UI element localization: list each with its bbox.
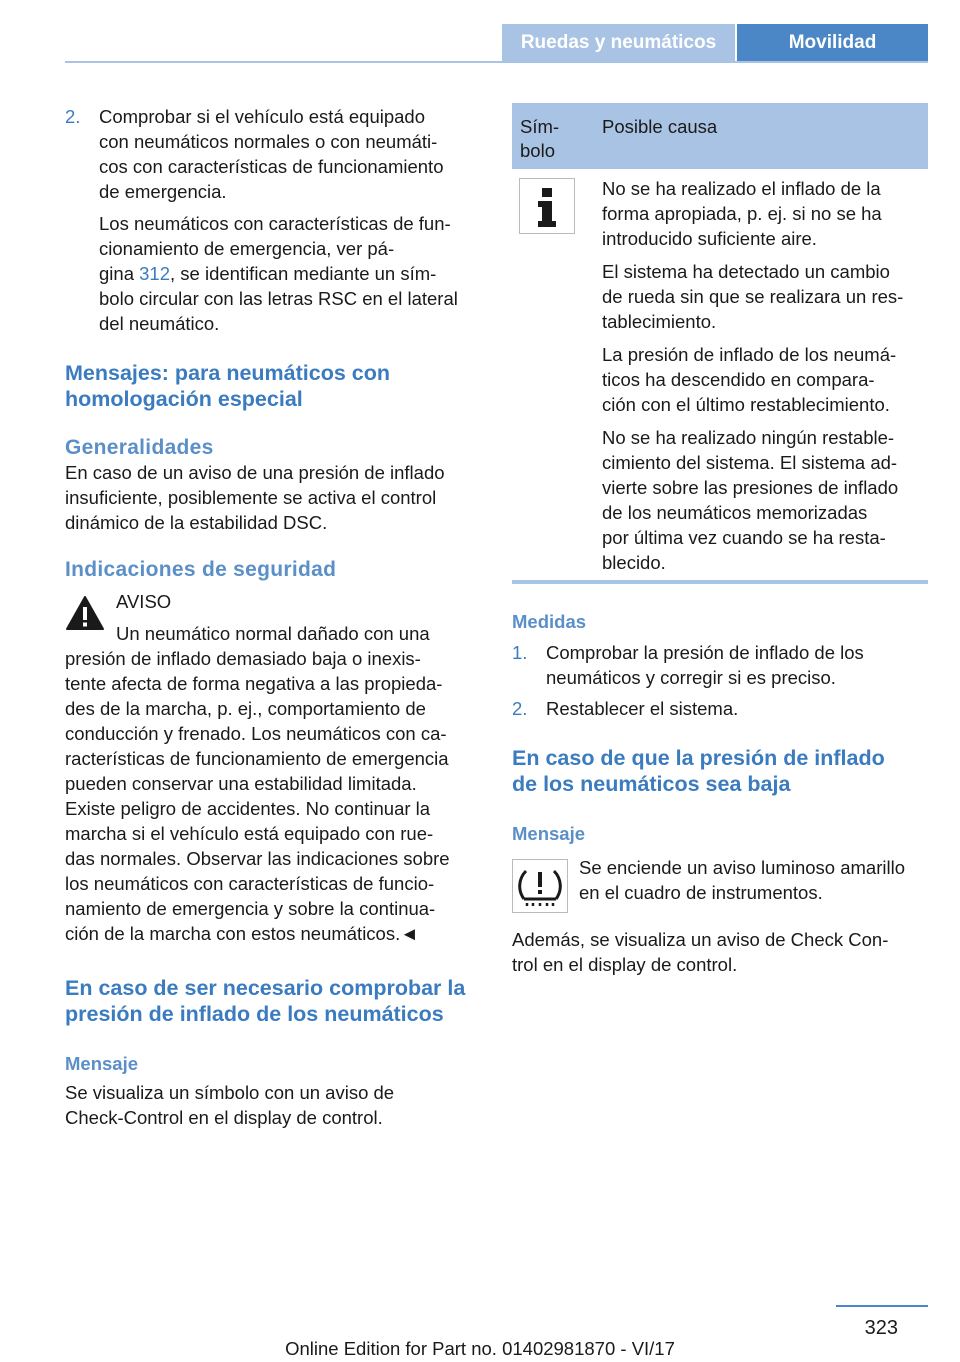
warning-triangle-icon <box>65 595 105 631</box>
aviso-line: ción de la marcha con estos neumáticos.◄ <box>65 923 419 944</box>
cause-item <box>602 176 928 251</box>
info-icon <box>519 178 575 234</box>
aviso-line: marcha si el vehículo está equipado con rue‐ <box>65 823 434 844</box>
heading-line: presión de inflado de los neumáticos <box>65 1001 444 1026</box>
step-line: Restablecer el sistema. <box>546 698 739 719</box>
aviso-line: conducción y frenado. Los neumáticos con ca‐ <box>65 723 447 744</box>
cause-line: blecido. <box>602 552 666 573</box>
heading-line: En caso de ser necesario comprobar la <box>65 976 466 1000</box>
step-2-line: con neumáticos normales o con neumáti‐ <box>99 131 438 152</box>
heading-mensaje: Mensaje <box>65 1053 139 1074</box>
generalidades-text <box>65 460 480 535</box>
header-chapter-tab <box>737 24 928 61</box>
aviso-block <box>65 589 480 946</box>
warning-light-block <box>512 855 928 905</box>
cause-line: forma apropiada, p. ej. si no se ha <box>602 203 882 224</box>
step-2-line: Comprobar si el vehículo está equipado <box>99 106 425 127</box>
text-line: Se visualiza un símbolo con un aviso de <box>65 1082 395 1103</box>
step-number: 1. <box>512 642 528 663</box>
footer-divider <box>836 1305 928 1307</box>
ademas-text <box>512 927 928 977</box>
text-line: dinámico de la estabilidad DSC. <box>65 512 328 533</box>
cause-item <box>602 425 928 575</box>
heading-baja <box>512 746 928 797</box>
left-column <box>65 104 480 1130</box>
info-symbol-icon <box>520 179 574 233</box>
table-bottom-rule <box>512 580 928 584</box>
heading-generalidades: Generalidades <box>65 436 214 459</box>
cause-line: por última vez cuando se ha resta‐ <box>602 527 886 548</box>
cause-line: de rueda sin que se realizara un res‐ <box>602 286 904 307</box>
aviso-line: tente afecta de forma negativa a las propieda‐ <box>65 673 443 694</box>
step-2-note-line <box>99 261 480 286</box>
step-line: neumáticos y corregir si es preciso. <box>546 667 836 688</box>
aviso-line: Un neumático normal dañado con una <box>116 623 430 644</box>
step-2-note-text: gina <box>99 263 140 284</box>
cause-line: cimiento del sistema. El sistema ad‐ <box>602 452 898 473</box>
heading-line: homologación especial <box>65 386 303 411</box>
table-header <box>512 103 928 169</box>
aviso-line: das normales. Observar las indicaciones sobre <box>65 848 450 869</box>
aviso-line: racterísticas de funcionamiento de emergencia <box>65 748 449 769</box>
header-chapter-label: Movilidad <box>788 31 877 53</box>
cause-line: de los neumáticos memorizadas <box>602 502 868 523</box>
heading-mensajes <box>65 361 480 412</box>
step-2-note-line: Los neumáticos con características de fun‐ <box>99 213 451 234</box>
text-line: Además, se visualiza un aviso de Check Con‐ <box>512 929 889 950</box>
heading-line: de los neumáticos sea baja <box>512 771 791 796</box>
tire-pressure-warning-icon <box>512 859 568 913</box>
cause-line: tablecimiento. <box>602 311 717 332</box>
aviso-line: namiento de emergencia y sobre la continua‐ <box>65 898 436 919</box>
right-column <box>512 609 928 977</box>
cause-line: El sistema ha detectado un cambio <box>602 261 890 282</box>
header-section-label: Ruedas y neumáticos <box>520 31 717 53</box>
cause-item <box>602 342 928 417</box>
cause-line: introducido suficiente aire. <box>602 228 817 249</box>
header-line: Sím‐ <box>520 116 560 137</box>
heading-medidas: Medidas <box>512 611 587 632</box>
step-2-number: 2. <box>65 106 81 127</box>
heading-seguridad: Indicaciones de seguridad <box>65 558 337 581</box>
aviso-line: des de la marcha, p. ej., comportamiento de <box>65 698 426 719</box>
cause-line: ticos ha descendido en compara‐ <box>602 369 875 390</box>
step-2-note-text: , se identifican mediante un sím‐ <box>170 263 437 284</box>
text-line: trol en el display de control. <box>512 954 738 975</box>
aviso-line: Existe peligro de accidentes. No continuar la <box>65 798 431 819</box>
heading-line: En caso de que la presión de inflado <box>512 746 885 770</box>
symbol-column-header <box>520 115 559 163</box>
step-2-note-line: cionamiento de emergencia, ver pá‐ <box>99 238 395 259</box>
heading-mensaje-right: Mensaje <box>512 823 586 844</box>
step-2-note-line: del neumático. <box>99 313 220 334</box>
mensaje-text <box>65 1080 480 1130</box>
heading-line: Mensajes: para neumáticos con <box>65 361 390 385</box>
cause-column-header: Posible causa <box>602 116 718 137</box>
step-line: Comprobar la presión de inflado de los <box>546 642 864 663</box>
text-line: insuficiente, posiblemente se activa el control <box>65 487 437 508</box>
aviso-line: pueden conservar una estabilidad limitada. <box>65 773 417 794</box>
cause-line: La presión de inflado de los neumá‐ <box>602 344 897 365</box>
step-2-line: cos con características de funcionamiento <box>99 156 444 177</box>
header-line: bolo <box>520 140 555 161</box>
page-reference-link[interactable]: 312 <box>139 263 170 284</box>
text-line: Check-Control en el display de control. <box>65 1107 383 1128</box>
cause-line: vierte sobre las presiones de inflado <box>602 477 899 498</box>
cause-list <box>602 176 928 575</box>
header-divider <box>65 61 928 63</box>
header-section-tab <box>502 24 735 61</box>
warning-line: Se enciende un aviso luminoso amarillo <box>579 857 905 878</box>
cause-line: No se ha realizado ningún restable‐ <box>602 427 895 448</box>
step-2 <box>65 104 480 336</box>
cause-line: ción con el último restablecimiento. <box>602 394 890 415</box>
step-2-line: de emergencia. <box>99 181 227 202</box>
step-number: 2. <box>512 698 528 719</box>
aviso-line: presión de inflado demasiado baja o inexis‐ <box>65 648 421 669</box>
aviso-title: AVISO <box>116 591 172 612</box>
cause-line: No se ha realizado el inflado de la <box>602 178 881 199</box>
medidas-step-2 <box>512 696 928 721</box>
warning-line: en el cuadro de instrumentos. <box>579 882 823 903</box>
heading-comprobar <box>65 976 480 1027</box>
cause-item <box>602 259 928 334</box>
text-line: En caso de un aviso de una presión de inflado <box>65 462 445 483</box>
edition-footer: Online Edition for Part no. 01402981870 - VI/17 <box>285 1338 675 1359</box>
aviso-line: los neumáticos con características de funcio‐ <box>65 873 435 894</box>
step-2-note-line: bolo circular con las letras RSC en el lateral <box>99 288 458 309</box>
medidas-step-1 <box>512 640 928 690</box>
page-number: 323 <box>864 1317 898 1339</box>
